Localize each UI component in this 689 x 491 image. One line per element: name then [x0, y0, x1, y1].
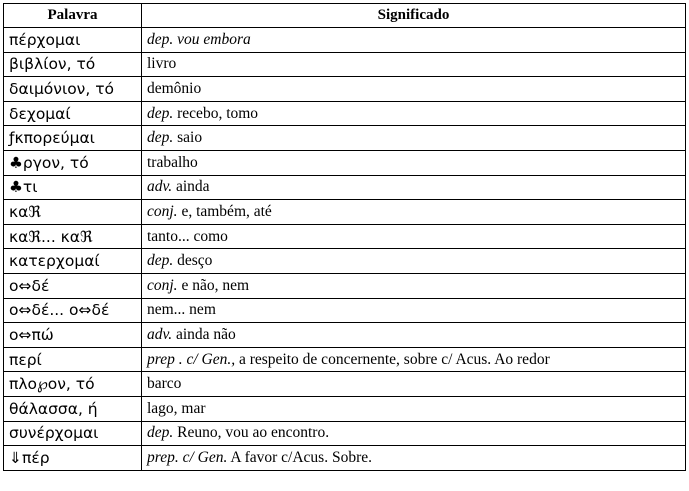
meaning-cell [142, 347, 686, 372]
meaning-text: Reuno, vou ao encontro. [173, 424, 330, 442]
table-row [4, 298, 686, 323]
meaning-text: lago, mar [147, 399, 206, 417]
grammar-note: dep. [147, 104, 174, 122]
meaning-cell [142, 446, 686, 471]
meaning-cell [142, 396, 686, 421]
meaning-text: trabalho [147, 153, 198, 171]
meaning-text: e não, nem [177, 276, 250, 294]
table-row [4, 421, 686, 446]
header-palavra: Palavra [4, 4, 142, 28]
vocabulary-table [3, 3, 686, 471]
header-significado: Significado [142, 4, 686, 28]
greek-word: πλο℘ον, τό [4, 372, 142, 397]
table-row [4, 347, 686, 372]
meaning-text: nem... nem [147, 301, 216, 319]
grammar-note: adv. [147, 178, 173, 196]
table-row [4, 101, 686, 126]
greek-word: ♣τι [4, 175, 142, 200]
meaning-cell [142, 421, 686, 446]
grammar-note: conj. [147, 276, 178, 294]
meaning-cell [142, 372, 686, 397]
meaning-text: ainda [172, 178, 210, 196]
greek-word: δεχομαί [4, 101, 142, 126]
grammar-note: prep. c/ Gen. [147, 448, 228, 466]
greek-word: ο⇔δέ... ο⇔δέ [4, 298, 142, 323]
header-row [4, 4, 686, 28]
table-row [4, 126, 686, 151]
meaning-cell [142, 323, 686, 348]
greek-word: περί [4, 347, 142, 372]
meaning-cell [142, 28, 686, 53]
table-row [4, 396, 686, 421]
grammar-note: dep. [147, 252, 174, 270]
meaning-text: e, também, até [177, 202, 272, 220]
greek-word: θάλασσα, ή [4, 396, 142, 421]
meaning-text: desço [173, 252, 213, 270]
grammar-note: dep. vou embora [147, 30, 251, 48]
table-row [4, 52, 686, 77]
meaning-text: barco [147, 375, 182, 393]
table-row [4, 273, 686, 298]
meaning-cell [142, 175, 686, 200]
greek-word: δαιμόνιον, τό [4, 77, 142, 102]
table-row [4, 249, 686, 274]
meaning-cell [142, 249, 686, 274]
greek-word: καℜ [4, 200, 142, 225]
greek-word: κατερχομαί [4, 249, 142, 274]
table-row [4, 323, 686, 348]
meaning-text: demônio [147, 79, 202, 97]
meaning-text: A favor c/Acus. Sobre. [227, 448, 372, 466]
grammar-note: dep. [147, 129, 174, 147]
table-row [4, 77, 686, 102]
meaning-cell [142, 273, 686, 298]
greek-word: ♣ργον, τό [4, 150, 142, 175]
meaning-cell [142, 224, 686, 249]
table-row [4, 175, 686, 200]
table-row [4, 200, 686, 225]
greek-word: πέρχομαι [4, 28, 142, 53]
meaning-text: ainda não [172, 325, 236, 343]
greek-word: ο⇔πώ [4, 323, 142, 348]
grammar-note: dep. [147, 424, 174, 442]
table-row [4, 28, 686, 53]
table-row [4, 372, 686, 397]
meaning-cell [142, 126, 686, 151]
greek-word: ⇓πέρ [4, 446, 142, 471]
grammar-note: conj. [147, 202, 178, 220]
meaning-cell [142, 52, 686, 77]
table-row [4, 224, 686, 249]
greek-word: βιβλίον, τό [4, 52, 142, 77]
meaning-text: livro [147, 55, 177, 73]
meaning-text: tanto... como [147, 227, 228, 245]
table-row [4, 150, 686, 175]
grammar-note: prep . c/ Gen., [147, 350, 236, 368]
table-row [4, 446, 686, 471]
greek-word: συνέρχομαι [4, 421, 142, 446]
greek-word: ο⇔δέ [4, 273, 142, 298]
greek-word: καℜ... καℜ [4, 224, 142, 249]
grammar-note: adv. [147, 325, 173, 343]
meaning-text: recebo, tomo [173, 104, 259, 122]
meaning-text: a respeito de concernente, sobre c/ Acus. Ao redor [235, 350, 550, 368]
meaning-cell [142, 298, 686, 323]
meaning-cell [142, 77, 686, 102]
meaning-cell [142, 101, 686, 126]
greek-word: ƒκπορεύμαι [4, 126, 142, 151]
meaning-cell [142, 200, 686, 225]
meaning-cell [142, 150, 686, 175]
meaning-text: saio [173, 129, 203, 147]
